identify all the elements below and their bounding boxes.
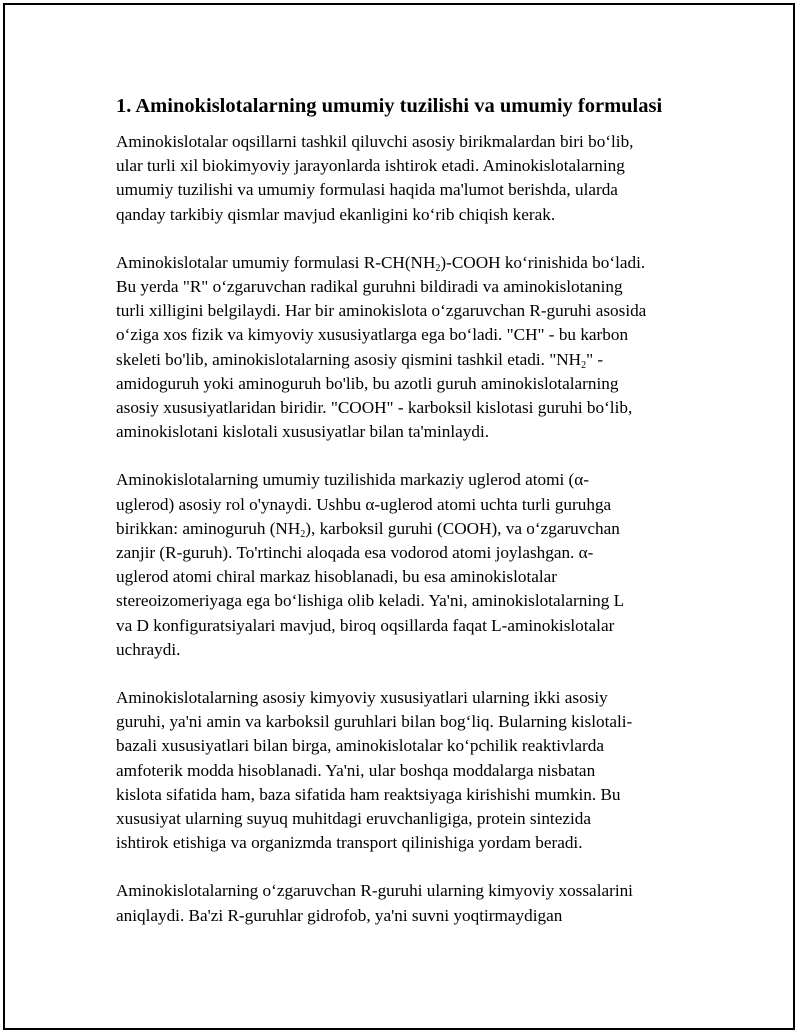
text-run: turli xilligini belgilaydi. Har bir aminokislota o‘zgaruvchan R-guruhi asosida	[116, 301, 647, 321]
text-line	[116, 831, 696, 855]
text-run: umumiy tuzilishi va umumiy formulasi haqida ma'lumot berishda, ularda	[116, 180, 618, 200]
text-run: birikkan: aminoguruh (NH	[116, 518, 301, 538]
text-line	[116, 734, 696, 758]
paragraph	[116, 468, 696, 662]
text-line	[116, 879, 696, 903]
text-run: asosiy xususiyatlaridan biridir. "COOH" - karboksil kislotasi guruhi bo‘lib,	[116, 398, 633, 418]
text-line	[116, 807, 696, 831]
text-run: uglerod atomi chiral markaz hisoblanadi, bu esa aminokislotalar	[116, 567, 558, 587]
subscript: 2	[435, 262, 441, 274]
text-line	[116, 130, 696, 154]
text-run: bazali xususiyatlari bilan birga, aminokislotalar ko‘pchilik reaktivlarda	[116, 736, 604, 756]
text-line	[116, 710, 696, 734]
text-line	[116, 178, 696, 202]
text-line	[116, 299, 696, 323]
text-run: zanjir (R-guruh). To'rtinchi aloqada esa vodorod atomi joylashgan. α-	[116, 543, 594, 563]
text-line	[116, 154, 696, 178]
text-run: uchraydi.	[116, 639, 181, 659]
text-line	[116, 904, 696, 928]
text-run: stereoizomeriyaga ega bo‘lishiga olib keladi. Ya'ni, aminokislotalarning L	[116, 591, 625, 611]
paragraph	[116, 251, 696, 445]
text-line	[116, 323, 696, 347]
text-run: qanday tarkibiy qismlar mavjud ekanligini ko‘rib chiqish kerak.	[116, 204, 556, 224]
subscript: 2	[300, 528, 306, 540]
text-run: guruhi, ya'ni amin va karboksil guruhlari bilan bog‘liq. Bularning kislotali-	[116, 712, 633, 732]
text-line	[116, 251, 696, 275]
paragraph	[116, 879, 696, 927]
text-run: xususiyat ularning suyuq muhitdagi eruvchanligiga, protein sintezida	[116, 809, 591, 829]
text-line	[116, 348, 696, 372]
paragraphs-container	[116, 130, 696, 928]
text-run: kislota sifatida ham, baza sifatida ham reaktsiyaga kirishishi mumkin. Bu	[116, 784, 621, 804]
text-run: uglerod) asosiy rol o'ynaydi. Ushbu α-uglerod atomi uchta turli guruhga	[116, 494, 612, 514]
text-line	[116, 614, 696, 638]
text-line	[116, 420, 696, 444]
text-line	[116, 396, 696, 420]
text-run: Aminokislotalarning o‘zgaruvchan R-guruhi ularning kimyoviy xossalarini	[116, 881, 633, 901]
text-run: Aminokislotalar oqsillarni tashkil qiluvchi asosiy birikmalardan biri bo‘lib,	[116, 132, 634, 151]
text-line	[116, 275, 696, 299]
text-run: Aminokislotalarning asosiy kimyoviy xususiyatlari ularning ikki asosiy	[116, 688, 608, 708]
text-run: va D konfiguratsiyalari mavjud, biroq oqsillarda faqat L-aminokislotalar	[116, 615, 615, 635]
text-line	[116, 759, 696, 783]
subscript: 2	[581, 359, 587, 371]
text-line	[116, 493, 696, 517]
text-run: aniqlaydi. Ba'zi R-guruhlar gidrofob, ya'ni suvni yoqtirmaydigan	[116, 905, 563, 925]
text-run: Aminokislotalarning umumiy tuzilishida markaziy uglerod atomi (α-	[116, 470, 589, 490]
text-run: " -	[586, 349, 604, 369]
paragraph	[116, 686, 696, 855]
text-line	[116, 517, 696, 541]
text-line	[116, 541, 696, 565]
text-line	[116, 589, 696, 613]
paragraph	[116, 130, 696, 227]
text-line	[116, 638, 696, 662]
text-run: amidoguruh yoki aminoguruh bo'lib, bu azotli guruh aminokislotalarning	[116, 373, 619, 393]
text-line	[116, 468, 696, 492]
text-run: ishtirok etishiga va organizmda transport qilinishiga yordam beradi.	[116, 833, 583, 853]
text-run: Aminokislotalar umumiy formulasi R-CH(NH	[116, 252, 436, 272]
text-run: o‘ziga xos fizik va kimyoviy xususiyatlarga ega bo‘ladi. "CH" - bu karbon	[116, 325, 629, 345]
text-run: Bu yerda "R" o‘zgaruvchan radikal guruhni bildiradi va aminokislotaning	[116, 277, 623, 297]
text-run: ), karboksil guruhi (COOH), va o‘zgaruvchan	[305, 518, 620, 538]
text-line	[116, 203, 696, 227]
document-body	[116, 92, 696, 952]
text-run: ular turli xil biokimyoviy jarayonlarda ishtirok etadi. Aminokislotalarning	[116, 156, 625, 176]
text-run: skeleti bo'lib, aminokislotalarning asosiy qismini tashkil etadi. "NH	[116, 349, 582, 369]
text-line	[116, 686, 696, 710]
text-line	[116, 783, 696, 807]
text-line	[116, 565, 696, 589]
text-run: amfoterik modda hisoblanadi. Ya'ni, ular boshqa moddalarga nisbatan	[116, 760, 596, 780]
text-run: aminokislotani kislotali xususiyatlar bilan ta'minlaydi.	[116, 422, 490, 442]
text-line	[116, 372, 696, 396]
text-run: )-COOH ko‘rinishida bo‘ladi.	[440, 252, 646, 272]
section-heading: 1. Aminokislotalarning umumiy tuzilishi va umumiy formulasi	[116, 95, 663, 117]
